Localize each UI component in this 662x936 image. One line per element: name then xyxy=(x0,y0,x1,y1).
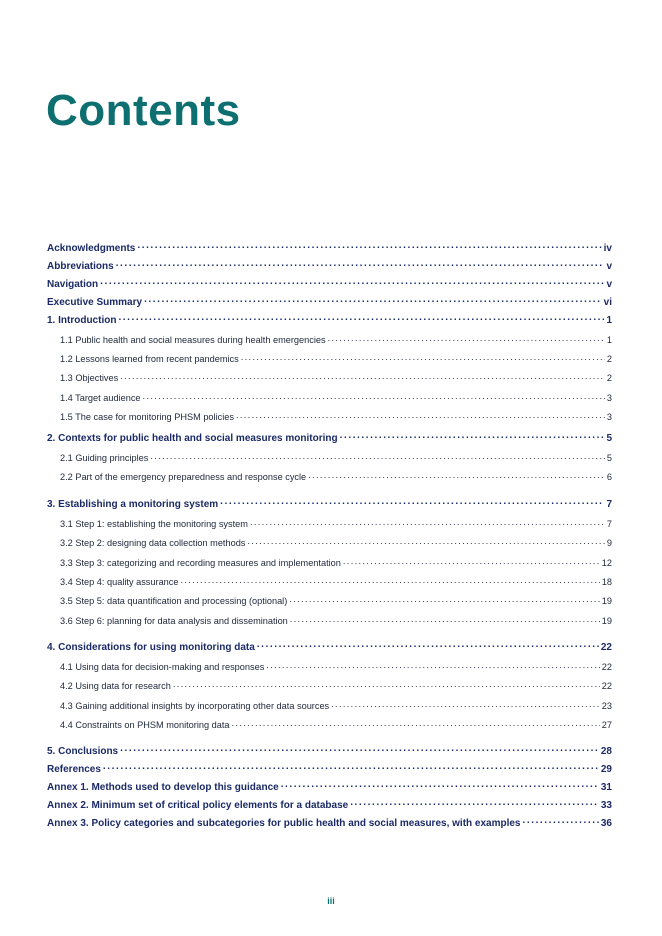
dot-leader xyxy=(116,259,605,269)
toc-entry-label: 3.5 Step 5: data quantification and processing (optional) xyxy=(60,596,288,606)
dot-leader xyxy=(100,277,604,287)
toc-entry-page: 29 xyxy=(600,764,612,775)
toc-entry-label: Abbreviations xyxy=(47,261,114,272)
toc-entry-page: 3 xyxy=(606,393,612,403)
toc-entry-label: Annex 1. Methods used to develop this guidance xyxy=(47,782,279,793)
dot-leader xyxy=(257,640,599,650)
toc-entry-page: 31 xyxy=(600,782,612,793)
toc-entry-label: 3.2 Step 2: designing data collection methods xyxy=(60,538,246,548)
dot-leader xyxy=(241,352,605,362)
toc-entry-label: Annex 2. Minimum set of critical policy elements for a database xyxy=(47,800,349,811)
toc-subsection-entry[interactable] xyxy=(47,410,612,423)
dot-leader xyxy=(103,762,599,772)
toc-entry-label: 1.5 The case for monitoring PHSM policies xyxy=(60,412,234,422)
dot-leader xyxy=(173,679,600,689)
toc-entry-page: 5 xyxy=(606,453,612,463)
toc-subsection-entry[interactable] xyxy=(47,536,612,549)
toc-entry-label: Executive Summary xyxy=(47,297,143,308)
toc-entry-page: 9 xyxy=(606,538,612,548)
toc-section-entry[interactable] xyxy=(47,295,612,309)
toc-entry-label: 3.1 Step 1: establishing the monitoring system xyxy=(60,519,248,529)
toc-section-entry[interactable] xyxy=(47,259,612,273)
toc-section-entry[interactable] xyxy=(47,431,612,445)
toc-section-entry[interactable] xyxy=(47,497,612,511)
toc-subsection-entry[interactable] xyxy=(47,451,612,464)
toc-subsection-entry[interactable] xyxy=(47,679,612,692)
toc-entry-page: 5 xyxy=(606,433,612,444)
page-number: iii xyxy=(327,896,335,906)
toc-entry-page: 3 xyxy=(606,412,612,422)
toc-entry-page: 19 xyxy=(601,596,612,606)
dot-leader xyxy=(331,699,600,709)
dot-leader xyxy=(247,536,604,546)
toc-entry-label: 2.1 Guiding principles xyxy=(60,453,149,463)
toc-subsection-entry[interactable] xyxy=(47,575,612,588)
toc-entry-page: 2 xyxy=(606,354,612,364)
dot-leader xyxy=(236,410,605,420)
toc-entry-label: 4.2 Using data for research xyxy=(60,681,171,691)
toc-subsection-entry[interactable] xyxy=(47,556,612,569)
toc-entry-label: 3.4 Step 4: quality assurance xyxy=(60,577,179,587)
dot-leader xyxy=(143,391,605,401)
toc-entry-label: 1. Introduction xyxy=(47,315,117,326)
toc-section-entry[interactable] xyxy=(47,241,612,255)
dot-leader xyxy=(150,451,605,461)
toc-subsection-entry[interactable] xyxy=(47,517,612,530)
dot-leader xyxy=(144,295,602,305)
dot-leader xyxy=(350,798,599,808)
toc-entry-page: 7 xyxy=(606,519,612,529)
dot-leader xyxy=(120,744,599,754)
toc-subsection-entry[interactable] xyxy=(47,594,612,607)
dot-leader xyxy=(523,816,599,826)
toc-section-entry[interactable] xyxy=(47,798,612,812)
toc-subsection-entry[interactable] xyxy=(47,718,612,731)
toc-entry-page: v xyxy=(606,279,612,290)
toc-entry-page: 12 xyxy=(601,558,612,568)
toc-subsection-entry[interactable] xyxy=(47,660,612,673)
toc-entry-label: 4.4 Constraints on PHSM monitoring data xyxy=(60,720,230,730)
toc-entry-page: 27 xyxy=(601,720,612,730)
toc-section-entry[interactable] xyxy=(47,277,612,291)
toc-entry-label: 3. Establishing a monitoring system xyxy=(47,499,219,510)
toc-entry-page: 36 xyxy=(600,818,612,829)
toc-entry-page: 1 xyxy=(606,335,612,345)
toc-entry-label: 3.3 Step 3: categorizing and recording measures and implementation xyxy=(60,558,341,568)
toc-entry-label: 4.3 Gaining additional insights by incorporating other data sources xyxy=(60,701,330,711)
toc-entry-page: 6 xyxy=(606,472,612,482)
toc-entry-page: 7 xyxy=(606,499,612,510)
toc-entry-label: 3.6 Step 6: planning for data analysis and dissemination xyxy=(60,616,288,626)
toc-entry-label: 2. Contexts for public health and social measures monitoring xyxy=(47,433,338,444)
dot-leader xyxy=(120,371,605,381)
dot-leader xyxy=(281,780,599,790)
toc-entry-page: 18 xyxy=(601,577,612,587)
toc-subsection-entry[interactable] xyxy=(47,470,612,483)
toc-entry-page: v xyxy=(606,261,612,272)
toc-entry-label: References xyxy=(47,764,101,775)
toc-entry-page: iv xyxy=(603,243,612,254)
dot-leader xyxy=(308,470,605,480)
toc-entry-label: 1.2 Lessons learned from recent pandemics xyxy=(60,354,239,364)
toc-entry-label: Acknowledgments xyxy=(47,243,136,254)
dot-leader xyxy=(137,241,601,251)
toc-entry-page: 22 xyxy=(601,681,612,691)
toc-subsection-entry[interactable] xyxy=(47,333,612,346)
toc-subsection-entry[interactable] xyxy=(47,371,612,384)
dot-leader xyxy=(220,497,604,507)
toc-section-entry[interactable] xyxy=(47,816,612,830)
toc-subsection-entry[interactable] xyxy=(47,699,612,712)
toc-entry-label: 4. Considerations for using monitoring data xyxy=(47,642,255,653)
toc-entry-label: 4.1 Using data for decision-making and responses xyxy=(60,662,265,672)
toc-entry-page: 28 xyxy=(600,746,612,757)
dot-leader xyxy=(289,594,599,604)
toc-section-entry[interactable] xyxy=(47,780,612,794)
toc-section-entry[interactable] xyxy=(47,762,612,776)
toc-entry-page: vi xyxy=(603,297,612,308)
dot-leader xyxy=(118,313,604,323)
dot-leader xyxy=(343,556,600,566)
toc-entry-page: 2 xyxy=(606,373,612,383)
toc-entry-label: 1.3 Objectives xyxy=(60,373,119,383)
toc-entry-label: 1.4 Target audience xyxy=(60,393,141,403)
toc-section-entry[interactable] xyxy=(47,640,612,654)
dot-leader xyxy=(232,718,600,728)
toc-subsection-entry[interactable] xyxy=(47,614,612,627)
dot-leader xyxy=(266,660,599,670)
toc-entry-page: 19 xyxy=(601,616,612,626)
toc-section-entry[interactable] xyxy=(47,313,612,327)
toc-section-entry[interactable] xyxy=(47,744,612,758)
toc-subsection-entry[interactable] xyxy=(47,391,612,404)
toc-subsection-entry[interactable] xyxy=(47,352,612,365)
toc-entry-page: 23 xyxy=(601,701,612,711)
page-title: Contents xyxy=(46,86,241,135)
dot-leader xyxy=(328,333,605,343)
toc-entry-label: Annex 3. Policy categories and subcategories for public health and social measures, with examples xyxy=(47,818,521,829)
dot-leader xyxy=(250,517,605,527)
toc-entry-label: Navigation xyxy=(47,279,99,290)
toc-entry-page: 33 xyxy=(600,800,612,811)
dot-leader xyxy=(181,575,600,585)
toc-entry-label: 5. Conclusions xyxy=(47,746,119,757)
dot-leader xyxy=(340,431,605,441)
dot-leader xyxy=(290,614,600,624)
toc-entry-page: 22 xyxy=(600,642,612,653)
toc-entry-label: 2.2 Part of the emergency preparedness and response cycle xyxy=(60,472,307,482)
toc-entry-label: 1.1 Public health and social measures during health emergencies xyxy=(60,335,326,345)
toc-entry-page: 1 xyxy=(606,315,612,326)
toc-entry-page: 22 xyxy=(601,662,612,672)
